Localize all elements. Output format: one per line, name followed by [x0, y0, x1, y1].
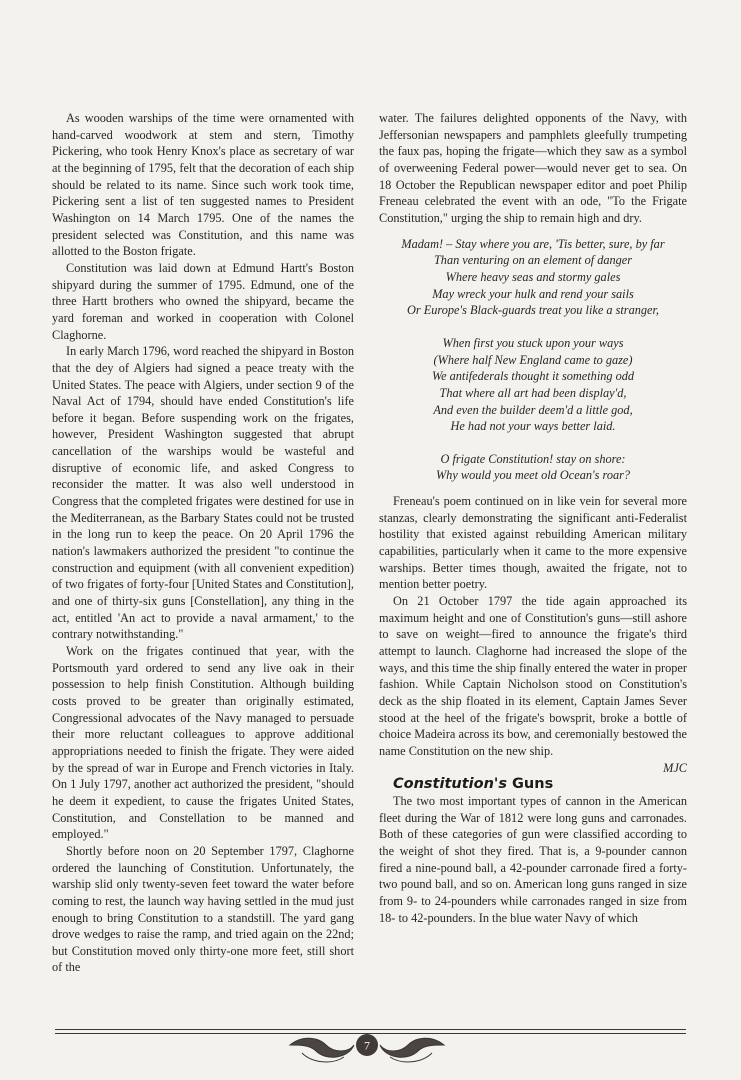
section-heading-italic: Constitution's [393, 776, 507, 793]
poem-line: Where heavy seas and stormy gales [445, 269, 621, 284]
paragraph: Constitution was laid down at Edmund Hartt's Boston shipyard during the summer of 1795. Edmund, one of the three Hartt brothers who owned the shipyard, became the yard foreman and worked in cooperation with Colonel Claghorne. [52, 260, 354, 342]
paragraph: Shortly before noon on 20 September 1797, Claghorne ordered the launching of Constitution. Unfortunately, the warship slid only twenty-seven feet toward the water before coming to rest, the launch way having settled in the mud just enough to bring Constitution to a standstill. The yard gang drove wedges to raise the ramp, and tried again on the 22nd; but Constitution moved only thirty-one more feet, still short of the [52, 843, 354, 975]
section-heading-rest: Guns [506, 776, 554, 793]
poem-line: And even the builder deem'd a little god, [433, 402, 633, 417]
poem-line: He had not your ways better laid. [450, 419, 616, 434]
poem-line: We antifederals thought it something odd [431, 369, 635, 384]
paragraph: In early March 1796, word reached the shipyard in Boston that the dey of Algiers had signed a peace treaty with the United States. The peace with Algiers, under section 9 of the Naval Act of 1794, should have ended Constitution's life before it began. Before suspending work on the frigates, however, President Washington suggested that abrupt cancellation of the warships would be wasteful and disruptive of economic life, and asked Congress to reconsider the matter. It was also well understood in Congress that the completed frigates were destined for use in the Mediterranean, as the Barbary States could not be trusted in the long run to keep the peace. On 20 April 1796 the nation's lawmakers authorized the president "to continue the construction and equipment (with all convenient expedition) of two frigates of forty-four [United States and Constitution], and one of thirty-six guns [Constellation], any thing in the act, entitled 'An act to provide a naval armament,' to the contrary notwithstanding." [52, 344, 354, 642]
paragraph: The two most important types of cannon in the American fleet during the War of 1812 were long guns and carronades. Both of these categories of gun were classified according to the weight of shot they fired. That is, a 9-pounder cannon fired a nine-pound ball, a 42-pounder carronade fired a forty-two pound ball, and so on. American long guns ranged in size from 9- to 24-pounders while carronades ranged in size from 18- to 42-pounders. In the blue water Navy of which [379, 793, 687, 925]
poem-line: May wreck your hulk and rend your sails [432, 286, 634, 301]
right-column [379, 110, 687, 926]
paragraph: Freneau's poem continued on in like vein for several more stanzas, clearly demonstrating the significant anti-Federalist hostility that existed against rebuilding American military capabilities, particularly when it came to the more expensive warships. Better times though, awaited the frigate, not to mention better poetry. [379, 494, 687, 592]
poem-line: That where all art had been display'd, [439, 385, 627, 400]
poem-line: Than venturing on an element of danger [433, 253, 633, 268]
author-signature: MJC [663, 760, 687, 775]
poem-line: When first you stuck upon your ways [442, 335, 624, 350]
paragraph: water. The failures delighted opponents of the Navy, with Jeffersonian newspapers and pamphlets gleefully trumpeting the faux pas, hoping the frigate—which they saw as a symbol of overweening Federal power—would never get to sea. On 18 October the Republican newspaper editor and poet Philip Freneau celebrated the event with an ode, "To the Frigate Constitution," urging the ship to remain high and dry. [379, 111, 687, 225]
section-heading [379, 776, 687, 793]
paragraph: Work on the frigates continued that year, with the Portsmouth yard ordered to send any live oak in their possession to help finish Constitution. Although building costs proved to be greater than originally estimated, Congressional advocates of the Navy managed to persuade their more reluctant colleagues to approve additional appropriations needed to finish the frigate. They were aided by the spread of war in Europe and French victories in Italy. On 1 July 1797, another act authorized the president, "should he deem it expedient, to cause the frigates United States, Constitution, and Constellation to be manned and employed." [52, 644, 354, 842]
left-column [52, 110, 354, 976]
page-number: 7 [364, 1038, 370, 1053]
poem-quote [379, 236, 687, 485]
paragraph: As wooden warships of the time were ornamented with hand-carved woodwork at stem and stern, Timothy Pickering, who took Henry Knox's place as secretary of war at the beginning of 1795, felt that the decoration of each ship should be related to its name. Since such work took time, Pickering sent a list of ten suggested names to President Washington on 14 March 1795. One of the names the president selected was Constitution, and this name was allotted to the Boston frigate. [52, 111, 354, 259]
poem-line: (Where half New England came to gaze) [433, 352, 633, 367]
poem-line: O frigate Constitution! stay on shore: [440, 451, 626, 466]
poem-line: Or Europe's Black-guards treat you like a stranger, [407, 303, 659, 318]
paragraph: On 21 October 1797 the tide again approached its maximum height and one of Constitution's guns—still ashore to save on weight—fired to announce the frigate's third attempt to launch. Claghorne had increased the slope of the ways, and this time the ship finally entered the water in proper fashion. While Captain Nicholson stood on Constitution's deck as the ship floated in its element, Captain James Sever stood at the heel of the frigate's bowsprit, broke a bottle of choice Madeira across its bow, and ceremonially bestowed the name Constitution on the new ship. [379, 594, 687, 758]
poem-line: Why would you meet old Ocean's roar? [435, 468, 631, 483]
footer-ornament-icon [282, 1031, 452, 1067]
poem-line: Madam! – Stay where you are, 'Tis better, sure, by far [401, 236, 665, 251]
